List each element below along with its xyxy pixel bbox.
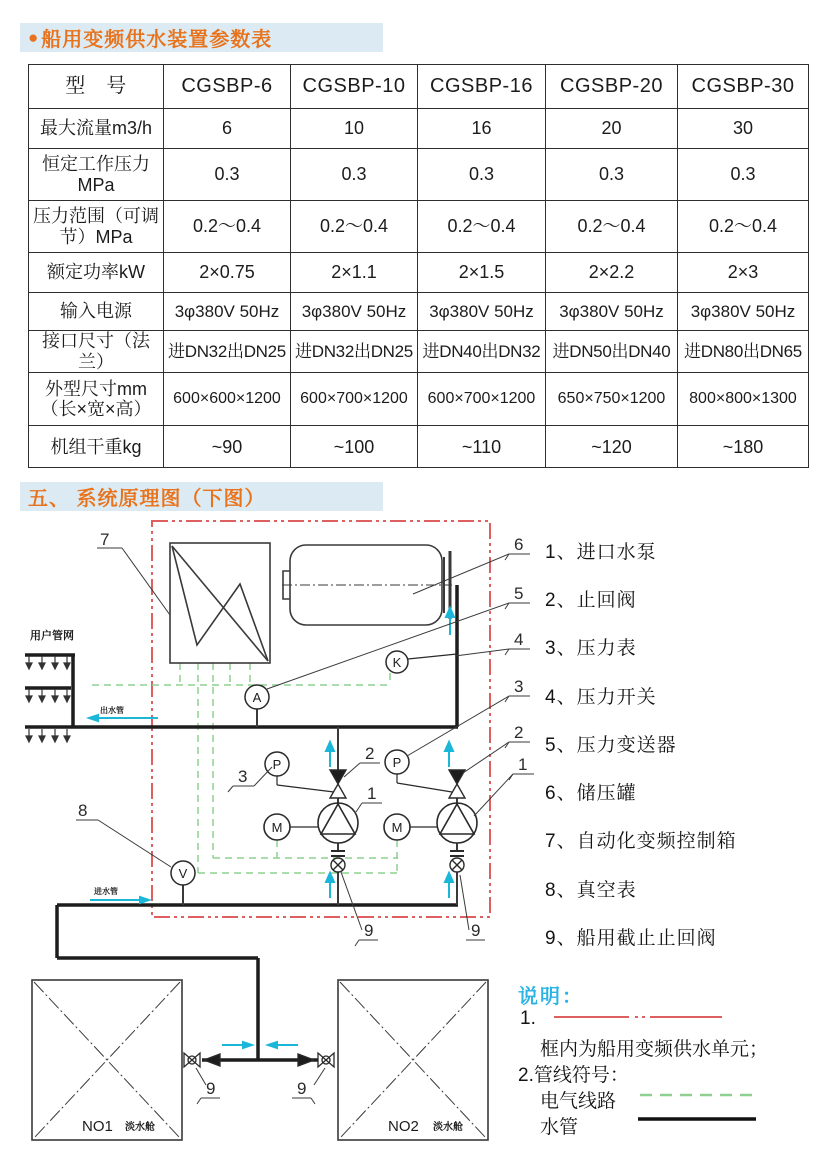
legend-item: 1、进口水泵 (545, 542, 657, 563)
svg-text:2: 2 (514, 723, 524, 742)
table-value-cell: 进DN40出DN32 (418, 331, 546, 373)
table-row (29, 253, 809, 293)
table-label-cell: 接口尺寸（法兰） (29, 331, 164, 373)
table-value-cell: 6 (164, 109, 291, 149)
legend-item: 3、压力表 (545, 638, 637, 659)
pipe-stems (183, 709, 457, 905)
note-item1-text: 框内为船用变频供水单元； (540, 1039, 769, 1060)
red-frame-line-sample (552, 1012, 724, 1022)
table-value-cell: 600×700×1200 (291, 373, 418, 426)
svg-text:A: A (252, 690, 262, 705)
table-value-cell: 3φ380V 50Hz (164, 293, 291, 331)
table-value-cell: 进DN32出DN25 (291, 331, 418, 373)
svg-text:出水管: 出水管 (100, 706, 124, 715)
legend-item: 7、自动化变频控制箱 (545, 831, 737, 852)
svg-text:9: 9 (364, 921, 374, 940)
svg-text:NO2: NO2 (388, 1118, 419, 1135)
legend-item: 8、真空表 (545, 880, 637, 901)
table-row (29, 293, 809, 331)
table-header-cell: CGSBP-30 (678, 65, 809, 109)
table-row (29, 331, 809, 373)
svg-text:9: 9 (471, 921, 481, 940)
legend-item: 9、船用截止止回阀 (545, 928, 717, 949)
section-title: 五、 系统原理图（下图） (28, 488, 266, 510)
table-header-cell: CGSBP-10 (291, 65, 418, 109)
table-value-cell: 0.2～0.4 (291, 201, 418, 253)
table-label-cell: 外型尺寸mm （长×宽×高） (29, 373, 164, 426)
table-value-cell: 800×800×1300 (678, 373, 809, 426)
svg-text:进水管: 进水管 (94, 887, 118, 896)
table-value-cell: 0.2～0.4 (546, 201, 678, 253)
table-value-cell: ~120 (546, 426, 678, 468)
table-title-bar (20, 23, 383, 52)
table-value-cell: 进DN32出DN25 (164, 331, 291, 373)
control-box (170, 543, 270, 663)
table-label-cell: 恒定工作压力 MPa (29, 149, 164, 201)
svg-text:淡水舱: 淡水舱 (125, 1122, 155, 1133)
table-value-cell: 2×3 (678, 253, 809, 293)
table-value-cell: 进DN50出DN40 (546, 331, 678, 373)
svg-text:P: P (272, 757, 282, 772)
callout-numbers (78, 530, 527, 1098)
svg-text:4: 4 (514, 630, 524, 649)
svg-text:5: 5 (514, 584, 524, 603)
svg-text:2: 2 (365, 744, 375, 763)
svg-text:9: 9 (206, 1079, 216, 1098)
table-row (29, 149, 809, 201)
table-value-cell: 20 (546, 109, 678, 149)
table-value-cell: 10 (291, 109, 418, 149)
svg-text:8: 8 (78, 801, 88, 820)
note-item2: 2.管线符号： (518, 1065, 629, 1086)
table-value-cell: 30 (678, 109, 809, 149)
table-value-cell: 2×1.5 (418, 253, 546, 293)
svg-text:3: 3 (238, 767, 248, 786)
svg-text:9: 9 (297, 1079, 307, 1098)
table-value-cell: 2×1.1 (291, 253, 418, 293)
legend-item: 6、储压罐 (545, 783, 637, 804)
table-corner-cell: 型 号 (29, 65, 164, 109)
table-value-cell: 0.2～0.4 (164, 201, 291, 253)
svg-text:1: 1 (367, 784, 377, 803)
table-value-cell: ~90 (164, 426, 291, 468)
table-value-cell: ~110 (418, 426, 546, 468)
table-label-cell: 机组干重kg (29, 426, 164, 468)
table-value-cell: 3φ380V 50Hz (291, 293, 418, 331)
svg-text:NO1: NO1 (82, 1118, 113, 1135)
svg-text:3: 3 (514, 677, 524, 696)
table-value-cell: 0.3 (546, 149, 678, 201)
table-value-cell: 0.3 (678, 149, 809, 201)
bullet-icon: ● (28, 28, 39, 47)
notes-title: 说明： (518, 986, 584, 1008)
electrical-line-sample (638, 1090, 758, 1100)
table-value-cell: 650×750×1200 (546, 373, 678, 426)
svg-text:V: V (178, 866, 188, 881)
svg-text:K: K (392, 655, 402, 670)
svg-text:1: 1 (518, 755, 528, 774)
params-table (28, 64, 809, 468)
note-electrical-label: 电气线路 (540, 1091, 617, 1112)
section-title-bar (20, 482, 383, 511)
table-value-cell: 0.3 (418, 149, 546, 201)
table-value-cell: 600×600×1200 (164, 373, 291, 426)
table-value-cell: 600×700×1200 (418, 373, 546, 426)
table-label-cell: 压力范围（可调节）MPa (29, 201, 164, 253)
note-item1-prefix: 1. (520, 1008, 536, 1029)
table-label-cell: 额定功率kW (29, 253, 164, 293)
page-title: 船用变频供水装置参数表 (41, 29, 273, 51)
note-water-label: 水管 (540, 1117, 579, 1138)
svg-text:淡水舱: 淡水舱 (433, 1122, 463, 1133)
table-value-cell: 0.2～0.4 (418, 201, 546, 253)
water-line-sample (636, 1114, 758, 1124)
table-value-cell: 进DN80出DN65 (678, 331, 809, 373)
table-row (29, 201, 809, 253)
svg-text:M: M (271, 820, 283, 835)
table-row (29, 109, 809, 149)
table-value-cell: 2×0.75 (164, 253, 291, 293)
table-header-cell: CGSBP-16 (418, 65, 546, 109)
table-row (29, 426, 809, 468)
svg-text:用户管网: 用户管网 (30, 630, 74, 642)
pressure-tank (282, 545, 452, 625)
legend-item: 2、止回阀 (545, 590, 637, 611)
table-value-cell: 0.3 (164, 149, 291, 201)
table-label-cell: 最大流量m3/h (29, 109, 164, 149)
table-value-cell: ~180 (678, 426, 809, 468)
table-value-cell: 3φ380V 50Hz (678, 293, 809, 331)
table-value-cell: 3φ380V 50Hz (418, 293, 546, 331)
svg-text:6: 6 (514, 535, 524, 554)
table-value-cell: ~100 (291, 426, 418, 468)
table-header-cell: CGSBP-6 (164, 65, 291, 109)
table-header-cell: CGSBP-20 (546, 65, 678, 109)
table-value-cell: 3φ380V 50Hz (546, 293, 678, 331)
user-network-outlets (26, 656, 70, 742)
instrument-letters (179, 655, 403, 881)
callout-leaders (76, 548, 534, 1104)
svg-text:M: M (391, 820, 403, 835)
svg-text:7: 7 (100, 530, 110, 549)
legend-item: 5、压力变送器 (545, 735, 677, 756)
svg-text:P: P (392, 755, 402, 770)
table-value-cell: 0.3 (291, 149, 418, 201)
table-value-cell: 2×2.2 (546, 253, 678, 293)
table-value-cell: 0.2～0.4 (678, 201, 809, 253)
pump-symbols (264, 803, 477, 843)
instrument-symbols (171, 651, 457, 885)
table-row (29, 373, 809, 426)
legend-item: 4、压力开关 (545, 687, 657, 708)
table-label-cell: 输入电源 (29, 293, 164, 331)
table-value-cell: 16 (418, 109, 546, 149)
